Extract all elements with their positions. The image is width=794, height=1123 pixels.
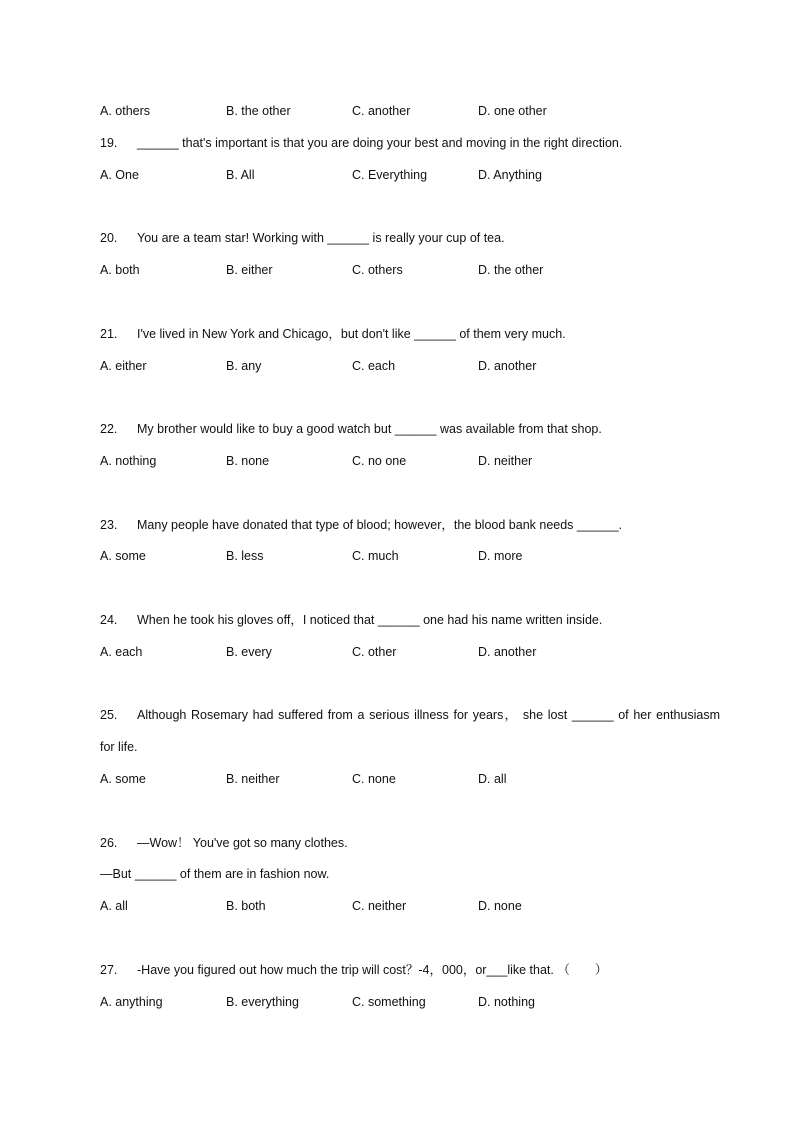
- q22-stem: [100, 421, 602, 437]
- q20-option-b: B. either: [226, 263, 273, 277]
- q23-option-b: B. less: [226, 549, 264, 563]
- q21-text: I've lived in New York and Chicago，but don't like ______ of them very much.: [137, 327, 566, 341]
- q26-text: —Wow！ You've got so many clothes.: [137, 836, 348, 850]
- q26-option-c: C. neither: [352, 899, 407, 913]
- q24-text: When he took his gloves off，I noticed that ______ one had his name written inside.: [137, 613, 603, 627]
- q27-option-b: B. everything: [226, 995, 299, 1009]
- q24-option-b: B. every: [226, 645, 272, 659]
- q19-stem: [100, 135, 622, 151]
- q26-options: [100, 898, 720, 914]
- q19-option-c: C. Everything: [352, 168, 428, 182]
- q26-number: 26.: [100, 836, 118, 850]
- q22-number: 22.: [100, 422, 118, 436]
- q24-option-d: D. another: [478, 645, 537, 659]
- q22-option-d: D. neither: [478, 454, 533, 468]
- q26-option-a: A. all: [100, 899, 128, 913]
- q23-number: 23.: [100, 518, 118, 532]
- q22-option-a: A. nothing: [100, 454, 157, 468]
- q23-option-a: A. some: [100, 549, 146, 563]
- q20-stem: [100, 230, 505, 246]
- q24-option-a: A. each: [100, 645, 143, 659]
- q20-number: 20.: [100, 231, 118, 245]
- q21-option-b: B. any: [226, 359, 262, 373]
- q18-option-c: C. another: [352, 104, 411, 118]
- q22-option-b: B. none: [226, 454, 270, 468]
- q18-options: [100, 103, 720, 119]
- q25-stem-continued: for life.: [100, 740, 138, 754]
- q21-option-c: C. each: [352, 359, 396, 373]
- q26-option-d: D. none: [478, 899, 522, 913]
- q21-option-d: D. another: [478, 359, 537, 373]
- q23-option-c: C. much: [352, 549, 399, 563]
- q27-stem: [100, 962, 607, 978]
- q26-option-b: B. both: [226, 899, 266, 913]
- q24-options: [100, 644, 720, 660]
- q20-text: You are a team star! Working with ______ is really your cup of tea.: [137, 231, 505, 245]
- q27-option-a: A. anything: [100, 995, 163, 1009]
- q20-option-a: A. both: [100, 263, 140, 277]
- q20-option-c: C. others: [352, 263, 403, 277]
- q25-option-d: D. all: [478, 772, 507, 786]
- q19-number: 19.: [100, 136, 118, 150]
- q19-options: [100, 167, 720, 183]
- q19-option-a: A. One: [100, 168, 139, 182]
- q24-number: 24.: [100, 613, 118, 627]
- q26-stem: [100, 835, 348, 851]
- q26-stem-continued: —But ______ of them are in fashion now.: [100, 867, 330, 881]
- q18-option-a: A. others: [100, 104, 151, 118]
- q27-options: [100, 994, 720, 1010]
- q21-stem: [100, 326, 566, 342]
- q27-text: -Have you figured out how much the trip will cost？-4，000，or___like that. （ ）: [137, 963, 608, 977]
- q21-number: 21.: [100, 327, 118, 341]
- q22-text: My brother would like to buy a good watch but ______ was available from that shop.: [137, 422, 602, 436]
- q25-number: 25.: [100, 708, 118, 722]
- q25-options: [100, 771, 720, 787]
- q25-stem: [100, 707, 720, 723]
- q25-option-a: A. some: [100, 772, 146, 786]
- q19-option-b: B. All: [226, 168, 255, 182]
- q23-stem: [100, 517, 622, 533]
- q23-option-d: D. more: [478, 549, 523, 563]
- q21-option-a: A. either: [100, 359, 147, 373]
- q25-text: Although Rosemary had suffered from a serious illness for years， she lost ______ of her enthusiasm: [137, 708, 720, 722]
- q19-option-d: D. Anything: [478, 168, 542, 182]
- q20-options: [100, 262, 720, 278]
- q18-option-d: D. one other: [478, 104, 547, 118]
- q24-stem: [100, 612, 602, 628]
- q27-option-c: C. something: [352, 995, 426, 1009]
- q24-option-c: C. other: [352, 645, 397, 659]
- q22-option-c: C. no one: [352, 454, 407, 468]
- q20-option-d: D. the other: [478, 263, 544, 277]
- q21-options: [100, 358, 720, 374]
- q23-options: [100, 548, 720, 564]
- q25-option-b: B. neither: [226, 772, 280, 786]
- q19-text: ______ that's important is that you are doing your best and moving in the right direction.: [137, 136, 623, 150]
- q22-options: [100, 453, 720, 469]
- q27-option-d: D. nothing: [478, 995, 535, 1009]
- q23-text: Many people have donated that type of blood; however，the blood bank needs ______.: [137, 518, 623, 532]
- q27-number: 27.: [100, 963, 118, 977]
- q25-option-c: C. none: [352, 772, 396, 786]
- q18-option-b: B. the other: [226, 104, 291, 118]
